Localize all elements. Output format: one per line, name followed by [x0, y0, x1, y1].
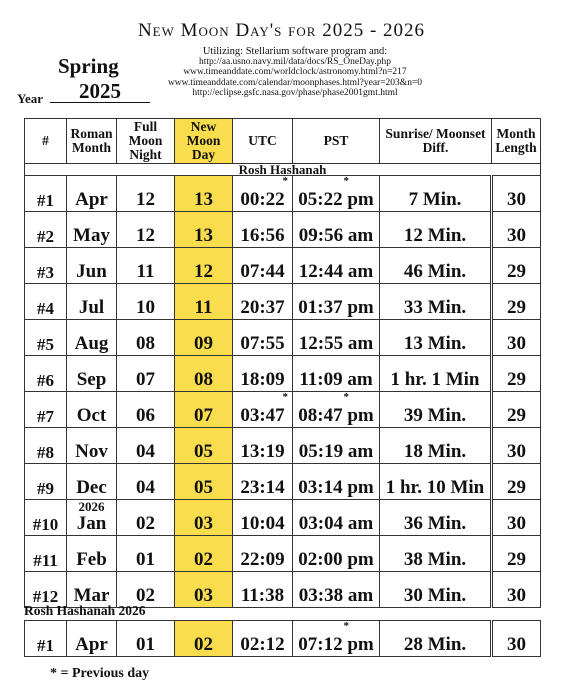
sources-list [150, 47, 440, 98]
table-row [25, 248, 541, 284]
pst-cell-text: 01:37 pm [298, 297, 374, 318]
new-moon-cell: 05 [175, 428, 233, 464]
header-cell: # [25, 119, 67, 164]
header-cell: New Moon Day [175, 119, 233, 164]
utc-cell-text: 11:38 [240, 585, 285, 606]
section-label-row [25, 164, 541, 176]
diff-cell: 36 Min. [380, 500, 492, 536]
title-year-start: 2025 [322, 20, 365, 41]
source-line: http://aa.usno.navy.mil/data/docs/RS_OneDay.php [199, 57, 391, 68]
month-length-cell: 30 [492, 176, 541, 212]
table-row [25, 536, 541, 572]
pst-cell-text: 09:56 am [298, 225, 374, 246]
section2-label: Rosh Hashanah 2026 [24, 603, 146, 618]
utc-cell-text: 22:09 [240, 549, 285, 570]
month-length-cell: 30 [492, 428, 541, 464]
title-year-end: 2026 [383, 20, 426, 41]
pst-cell-text: 02:00 pm [298, 549, 374, 570]
previous-day-star: * [282, 175, 288, 187]
utc-cell-text: 13:19 [240, 441, 285, 462]
new-moon-cell: 11 [175, 284, 233, 320]
source-line: www.timeanddate.com/calendar/moonphases.html?year=203&n=0 [167, 77, 423, 88]
roman-month-text: Dec [76, 477, 107, 498]
header-cell: Roman Month [67, 119, 117, 164]
month-length-cell: 29 [492, 356, 541, 392]
month-length-cell: 30 [492, 500, 541, 536]
row-number: #12 [25, 572, 67, 608]
full-moon-cell: 01 [117, 536, 175, 572]
page-title [0, 20, 563, 42]
new-moon-cell: 02 [175, 536, 233, 572]
pst-cell [293, 248, 380, 284]
full-moon-cell: 04 [117, 428, 175, 464]
roman-month-cell [67, 284, 117, 320]
pst-cell-text: 05:22 pm [298, 189, 374, 210]
utc-cell [233, 248, 293, 284]
pst-cell-text: 05:19 am [298, 441, 374, 462]
new-moon-cell: 13 [175, 176, 233, 212]
source-line: www.timeanddate.com/worldclock/astronomy.html?n=217 [183, 67, 407, 78]
roman-month-cell [67, 176, 117, 212]
new-moon-cell: 02 [175, 621, 233, 657]
header-cell: Full Moon Night [117, 119, 175, 164]
pst-cell-text: 07:12 pm [298, 634, 374, 655]
full-moon-cell: 12 [117, 176, 175, 212]
table-row [25, 212, 541, 248]
roman-month-cell [67, 621, 117, 657]
roman-month-text: Nov [75, 441, 108, 462]
table-2026 [24, 620, 541, 657]
row-number: #2 [25, 212, 67, 248]
pst-cell [293, 464, 380, 500]
roman-month-cell [67, 212, 117, 248]
pst-cell [293, 500, 380, 536]
new-moon-cell: 13 [175, 212, 233, 248]
new-moon-cell: 05 [175, 464, 233, 500]
roman-month-text: Jul [78, 297, 105, 318]
source-line: Utilizing: Stellarium software program and: [202, 46, 388, 57]
roman-month-text: May [73, 225, 110, 246]
previous-day-star: * [282, 391, 288, 403]
full-moon-cell: 02 [117, 500, 175, 536]
header-cell: Month Length [492, 119, 541, 164]
row-number: #10 [25, 500, 67, 536]
utc-cell [233, 428, 293, 464]
roman-month-text: Aug [74, 333, 109, 354]
row-number: #6 [25, 356, 67, 392]
utc-cell [233, 356, 293, 392]
pst-cell [293, 392, 380, 428]
table-row [25, 320, 541, 356]
full-moon-cell: 04 [117, 464, 175, 500]
table-row [25, 621, 541, 657]
diff-cell: 7 Min. [380, 176, 492, 212]
roman-month-cell [67, 464, 117, 500]
roman-month-text: Sep [76, 369, 107, 390]
title-dash: - [364, 20, 384, 41]
utc-cell [233, 621, 293, 657]
table-row [25, 428, 541, 464]
diff-cell: 1 hr. 1 Min [380, 356, 492, 392]
full-moon-cell: 12 [117, 212, 175, 248]
utc-cell-text: 20:37 [240, 297, 285, 318]
roman-month-cell [67, 500, 117, 536]
utc-cell-text: 16:56 [240, 225, 285, 246]
header-cell: UTC [233, 119, 293, 164]
previous-day-star: * [343, 620, 349, 632]
diff-cell: 46 Min. [380, 248, 492, 284]
new-moon-cell: 09 [175, 320, 233, 356]
season-label: Spring [58, 54, 119, 78]
month-length-cell: 29 [492, 464, 541, 500]
new-moon-cell: 03 [175, 572, 233, 608]
utc-cell [233, 176, 293, 212]
year-label: Year [17, 91, 43, 106]
roman-month-text: Apr [75, 634, 108, 655]
diff-cell: 12 Min. [380, 212, 492, 248]
pst-cell-text: 08:47 pm [298, 405, 374, 426]
month-length-cell: 29 [492, 284, 541, 320]
roman-month-text: Mar [73, 585, 110, 606]
pst-cell [293, 428, 380, 464]
header-cell: Sunrise/ Moonset Diff. [380, 119, 492, 164]
roman-month-cell [67, 536, 117, 572]
section-label: Rosh Hashanah [25, 164, 541, 176]
roman-month-cell [67, 428, 117, 464]
roman-month-text: Jan [76, 513, 107, 534]
pst-cell [293, 212, 380, 248]
full-moon-cell: 01 [117, 621, 175, 657]
year-note: 2026 [78, 499, 105, 514]
header-row [25, 119, 541, 164]
new-moon-table [24, 118, 541, 608]
pst-cell-text: 12:55 am [298, 333, 374, 354]
utc-cell-text: 03:47 [240, 405, 285, 426]
row-number: #5 [25, 320, 67, 356]
roman-month-cell [67, 356, 117, 392]
utc-cell [233, 464, 293, 500]
diff-cell: 13 Min. [380, 320, 492, 356]
roman-month-text: Feb [76, 549, 107, 570]
previous-day-star: * [343, 391, 349, 403]
utc-cell-text: 18:09 [240, 369, 285, 390]
utc-cell [233, 500, 293, 536]
pst-cell [293, 621, 380, 657]
table-row [25, 284, 541, 320]
row-number: #3 [25, 248, 67, 284]
utc-cell-text: 10:04 [240, 513, 285, 534]
table-row [25, 392, 541, 428]
full-moon-cell: 02 [117, 572, 175, 608]
row-number: #8 [25, 428, 67, 464]
utc-cell [233, 572, 293, 608]
row-number: #4 [25, 284, 67, 320]
month-length-cell: 29 [492, 536, 541, 572]
roman-month-text: Oct [76, 405, 107, 426]
pst-cell [293, 176, 380, 212]
year-value: 2025 [50, 80, 150, 103]
footnote: * = Previous day [50, 666, 150, 681]
pst-cell [293, 320, 380, 356]
full-moon-cell: 10 [117, 284, 175, 320]
diff-cell: 30 Min. [380, 572, 492, 608]
utc-cell [233, 284, 293, 320]
roman-month-cell [67, 248, 117, 284]
table-row [25, 176, 541, 212]
pst-cell [293, 536, 380, 572]
diff-cell: 33 Min. [380, 284, 492, 320]
pst-cell [293, 284, 380, 320]
utc-cell-text: 00:22 [240, 189, 285, 210]
utc-cell [233, 212, 293, 248]
month-length-cell: 29 [492, 248, 541, 284]
month-length-cell: 30 [492, 572, 541, 608]
source-line: http://eclipse.gsfc.nasa.gov/phase/phase2001gmt.html [192, 87, 398, 98]
roman-month-text: Apr [75, 189, 108, 210]
pst-cell-text: 03:04 am [298, 513, 374, 534]
utc-cell [233, 536, 293, 572]
row-number: #7 [25, 392, 67, 428]
utc-cell-text: 02:12 [240, 634, 285, 655]
row-number: #11 [25, 536, 67, 572]
title-prefix: New Moon Day's for [137, 20, 323, 41]
new-moon-cell: 08 [175, 356, 233, 392]
utc-cell [233, 392, 293, 428]
table-row [25, 464, 541, 500]
utc-cell-text: 07:44 [240, 261, 285, 282]
month-length-cell: 30 [492, 212, 541, 248]
roman-month-cell [67, 392, 117, 428]
table-row [25, 500, 541, 536]
previous-day-star: * [343, 175, 349, 187]
header-cell: PST [293, 119, 380, 164]
full-moon-cell: 11 [117, 248, 175, 284]
diff-cell: 38 Min. [380, 536, 492, 572]
pst-cell-text: 12:44 am [298, 261, 374, 282]
diff-cell: 28 Min. [380, 621, 492, 657]
diff-cell: 1 hr. 10 Min [380, 464, 492, 500]
new-moon-cell: 03 [175, 500, 233, 536]
month-length-cell: 30 [492, 621, 541, 657]
full-moon-cell: 07 [117, 356, 175, 392]
pst-cell-text: 03:38 am [298, 585, 374, 606]
utc-cell [233, 320, 293, 356]
new-moon-cell: 07 [175, 392, 233, 428]
row-number: #9 [25, 464, 67, 500]
month-length-cell: 29 [492, 392, 541, 428]
row-number: #1 [25, 176, 67, 212]
pst-cell [293, 356, 380, 392]
diff-cell: 39 Min. [380, 392, 492, 428]
utc-cell-text: 23:14 [240, 477, 285, 498]
pst-cell [293, 572, 380, 608]
new-moon-cell: 12 [175, 248, 233, 284]
table-row [25, 356, 541, 392]
full-moon-cell: 06 [117, 392, 175, 428]
pst-cell-text: 03:14 pm [298, 477, 374, 498]
roman-month-cell [67, 320, 117, 356]
row-number: #1 [25, 621, 67, 657]
diff-cell: 18 Min. [380, 428, 492, 464]
full-moon-cell: 08 [117, 320, 175, 356]
pst-cell-text: 11:09 am [299, 369, 373, 390]
roman-month-text: Jun [76, 261, 107, 282]
month-length-cell: 30 [492, 320, 541, 356]
utc-cell-text: 07:55 [240, 333, 285, 354]
